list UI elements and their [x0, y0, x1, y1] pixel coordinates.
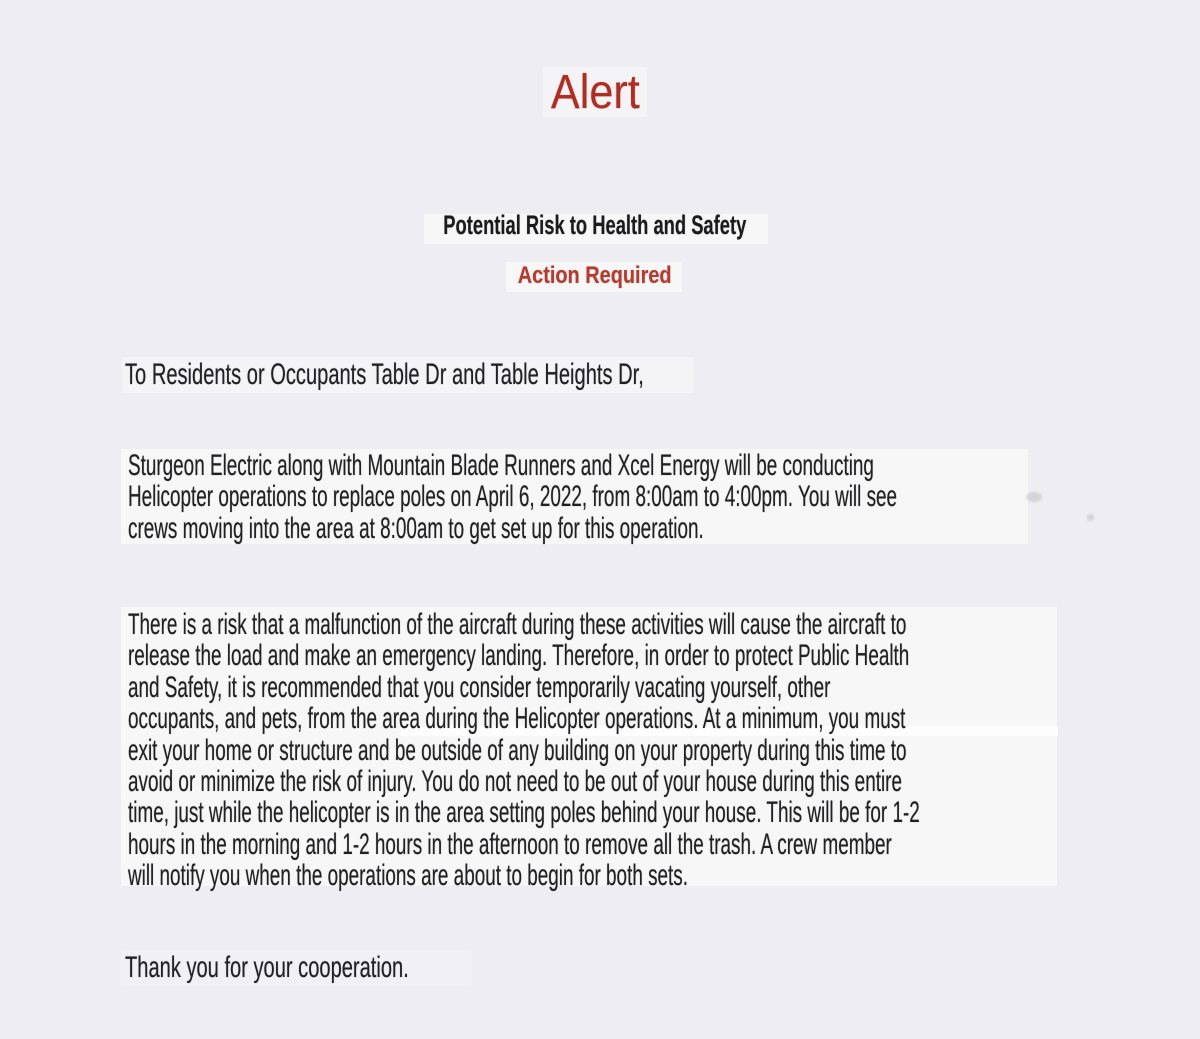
paragraph-line — [128, 860, 1200, 891]
paragraph-line-text: occupants, and pets, from the area during the Helicopter operations. At a minimum, you must — [128, 702, 906, 736]
paragraph-line — [128, 766, 1200, 797]
scan-smudge — [1087, 514, 1094, 521]
paragraph-line — [128, 609, 1200, 640]
letter-title-row — [0, 66, 1200, 120]
paragraph-line-text: release the load and make an emergency landing. Therefore, in order to protect Public Health — [128, 639, 910, 673]
paragraph-line — [128, 735, 1200, 766]
paragraph-line — [128, 672, 1200, 703]
paragraph-line-text: There is a risk that a malfunction of the aircraft during these activities will cause the aircraft to — [128, 608, 907, 641]
letter-subject-row — [0, 210, 1200, 241]
subject-heading: Potential Risk to Health and Safety — [443, 210, 747, 240]
paragraph-line-text: and Safety, it is recommended that you consider temporarily vacating yourself, other — [128, 670, 831, 704]
salutation-line — [125, 358, 899, 392]
paragraph-line — [128, 797, 1200, 828]
paragraph-line — [128, 640, 1200, 671]
paragraph-line-text: Helicopter operations to replace poles on April 6, 2022, from 8:00am to 4:00pm. You will see — [128, 480, 898, 514]
action-required-heading: Action Required — [517, 262, 672, 289]
paragraph-line — [128, 513, 1200, 544]
paragraph-line-text: time, just while the helicopter is in the area setting poles behind your house. This will be for 1-2 — [128, 796, 920, 830]
paragraph-line — [128, 450, 1200, 481]
action-required-row — [0, 262, 1200, 290]
closing-line — [125, 951, 549, 985]
paragraph-risk — [128, 609, 1200, 892]
scan-smudge — [1026, 492, 1042, 502]
paragraph-line-text: hours in the morning and 1-2 hours in the afternoon to remove all the trash. A crew member — [128, 827, 892, 861]
paragraph-line-text: Sturgeon Electric along with Mountain Blade Runners and Xcel Energy will be conducting — [128, 449, 874, 482]
paragraph-line — [128, 703, 1200, 734]
paragraph-line-text: avoid or minimize the risk of injury. You do not need to be out of your house during this entire — [128, 764, 902, 798]
alert-title: Alert — [550, 66, 640, 119]
paragraph-line-text: crews moving into the area at 8:00am to get set up for this operation. — [128, 511, 704, 545]
closing-text: Thank you for your cooperation. — [125, 951, 409, 984]
paragraph-line-text: exit your home or structure and be outside of any building on your property during this time to — [128, 733, 907, 767]
paragraph-line — [128, 829, 1200, 860]
salutation-text: To Residents or Occupants Table Dr and Table Heights Dr, — [125, 358, 644, 391]
paragraph-line-text: will notify you when the operations are about to begin for both sets. — [128, 859, 689, 893]
